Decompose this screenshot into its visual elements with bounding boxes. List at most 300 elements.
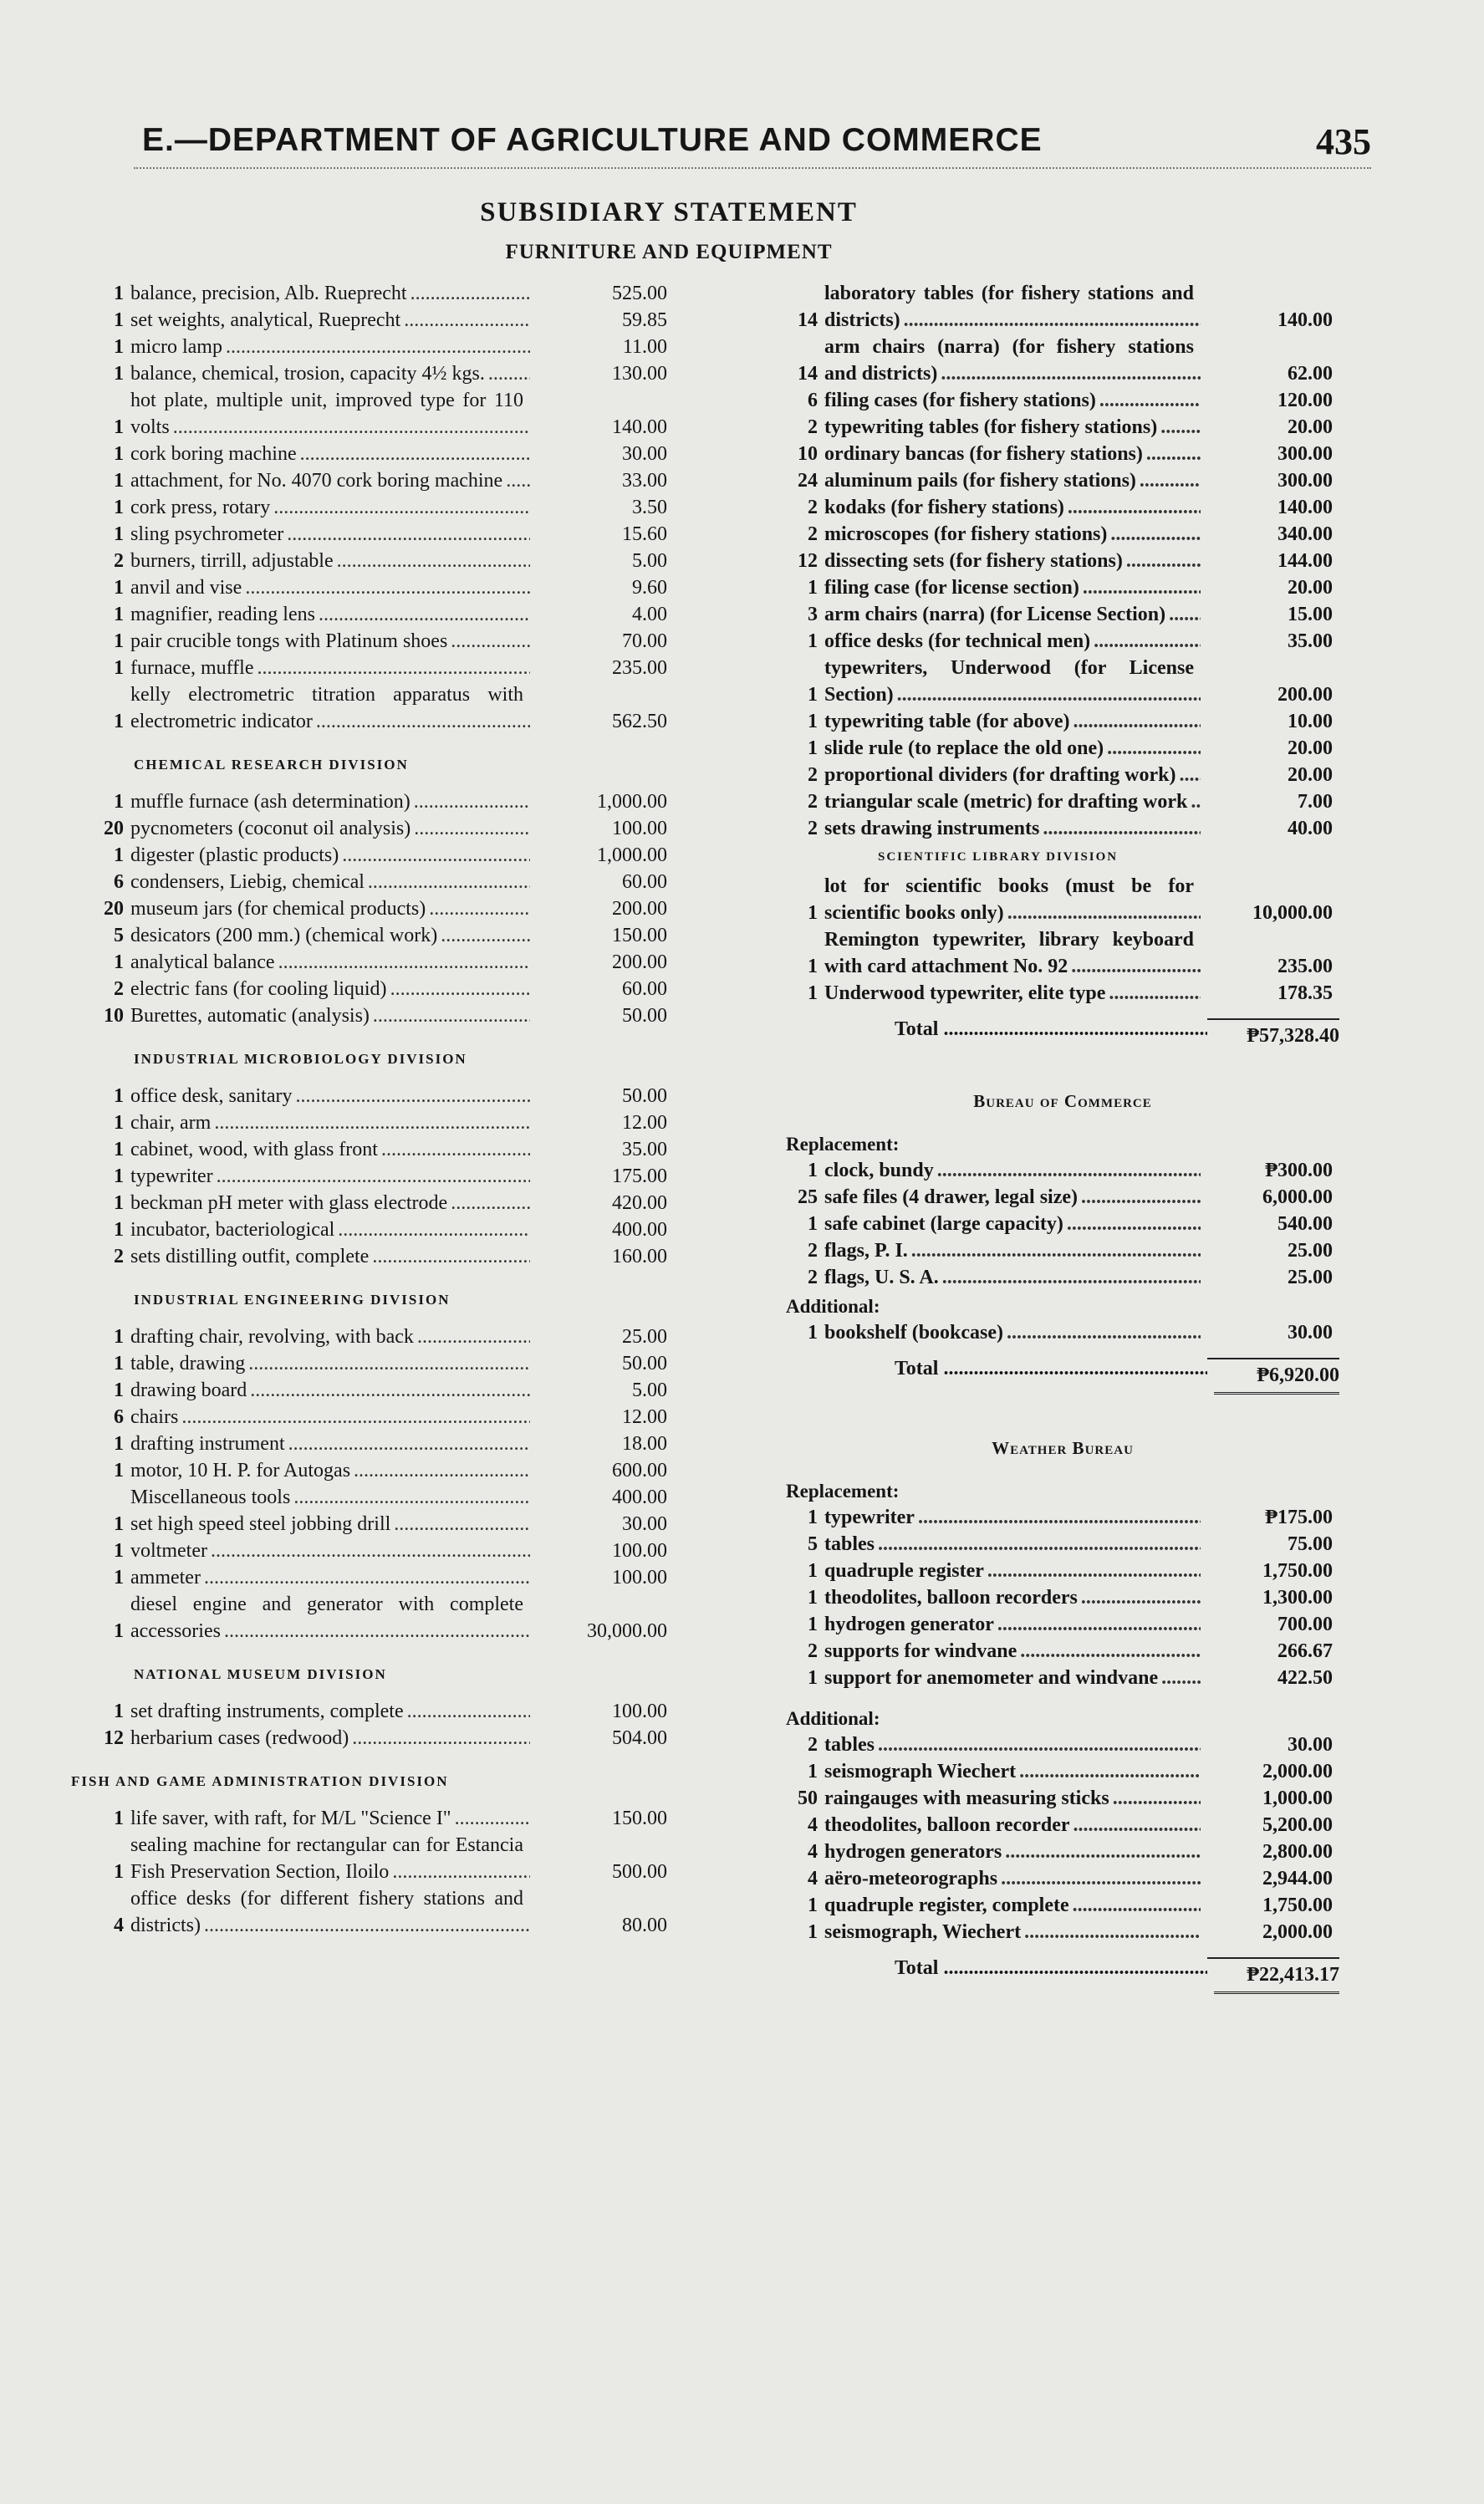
- line-item: [786, 1184, 1339, 1211]
- page-header: [134, 117, 1371, 169]
- item-description: diesel engine and generator with complete accessories .....: [130, 1591, 530, 1645]
- item-amount: 50.00: [622, 1085, 667, 1107]
- item-amount: 300.00: [1277, 443, 1333, 465]
- engineering-division-heading: INDUSTRIAL ENGINEERING DIVISION: [134, 1292, 451, 1308]
- item-description: burners, tirrill, adjustable .....: [130, 548, 530, 574]
- item-description: hydrogen generators .....: [824, 1838, 1201, 1865]
- item-description: Remington typewriter, library keyboard with card attachment No. 92 .....: [824, 926, 1201, 980]
- item-quantity: 1: [808, 1507, 818, 1528]
- item-quantity: 1: [808, 1761, 818, 1782]
- item-description: table, drawing .....: [130, 1350, 530, 1377]
- line-item: [786, 1558, 1339, 1584]
- item-quantity: 10: [798, 443, 818, 465]
- item-quantity: 4: [808, 1814, 818, 1836]
- item-amount: 30.00: [622, 443, 667, 465]
- item-description: bookshelf (bookcase) .....: [824, 1319, 1201, 1346]
- item-quantity: 14: [798, 309, 818, 331]
- item-amount: 150.00: [612, 925, 667, 946]
- line-item: [786, 494, 1339, 521]
- item-quantity: 4: [114, 1915, 124, 1936]
- item-description: aëro-meteorographs .....: [824, 1865, 1201, 1892]
- line-item: [786, 280, 1339, 334]
- item-quantity: 2: [808, 416, 818, 438]
- line-item: [786, 1237, 1339, 1264]
- item-description: set drafting instruments, complete .....: [130, 1698, 530, 1725]
- item-list: [786, 1319, 1339, 1346]
- item-description: ammeter .....: [130, 1564, 530, 1591]
- line-item: [786, 628, 1339, 655]
- item-amount: 30.00: [1288, 1322, 1333, 1344]
- item-amount: ₱175.00: [1265, 1507, 1333, 1528]
- item-quantity: 1: [114, 283, 124, 304]
- item-quantity: 1: [114, 951, 124, 973]
- line-item: [92, 1404, 667, 1430]
- item-amount: 20.00: [1288, 416, 1333, 438]
- item-quantity: 1: [808, 982, 818, 1004]
- item-quantity: 1: [114, 844, 124, 866]
- total-value: ₱57,328.40: [1207, 1018, 1339, 1048]
- item-description: laboratory tables (for fishery stations and districts) .....: [824, 280, 1201, 334]
- item-quantity: 5: [114, 925, 124, 946]
- item-description: safe files (4 drawer, legal size) .....: [824, 1184, 1201, 1211]
- line-item: [786, 334, 1339, 387]
- item-amount: 1,000.00: [1262, 1787, 1333, 1809]
- item-quantity: 1: [808, 684, 818, 706]
- line-item: [92, 1377, 667, 1404]
- item-amount: 1,300.00: [1262, 1587, 1333, 1609]
- double-rule: [1214, 1392, 1339, 1395]
- item-description: raingauges with measuring sticks .....: [824, 1785, 1201, 1812]
- item-amount: 2,944.00: [1262, 1868, 1333, 1889]
- line-item: [92, 1725, 667, 1752]
- item-quantity: 20: [104, 898, 124, 920]
- header-title: E.—DEPARTMENT OF AGRICULTURE AND COMMERCE: [142, 122, 1043, 158]
- item-description: filing cases (for fishery stations) .....: [824, 387, 1201, 414]
- line-item: [786, 1264, 1339, 1291]
- line-item: [92, 1163, 667, 1190]
- item-list: [92, 788, 667, 1029]
- line-item: [92, 494, 667, 521]
- line-item: [92, 1564, 667, 1591]
- item-quantity: 1: [114, 309, 124, 331]
- item-list: [786, 280, 1339, 842]
- item-description: ordinary bancas (for fishery stations) .....: [824, 441, 1201, 467]
- item-description: lot for scientific books (must be for scientific books only) .....: [824, 873, 1201, 926]
- item-amount: 100.00: [612, 818, 667, 839]
- item-description: set weights, analytical, Rueprecht .....: [130, 307, 530, 334]
- right-column: [786, 280, 1339, 1994]
- item-amount: 30.00: [622, 1513, 667, 1535]
- item-description: drafting chair, revolving, with back .....: [130, 1323, 530, 1350]
- item-description: safe cabinet (large capacity) .....: [824, 1211, 1201, 1237]
- item-amount: 62.00: [1288, 363, 1333, 385]
- line-item: [92, 1698, 667, 1725]
- line-item: [786, 980, 1339, 1007]
- item-amount: 11.00: [622, 336, 667, 358]
- item-list: [92, 280, 667, 735]
- line-item: [92, 521, 667, 548]
- item-quantity: 1: [114, 416, 124, 438]
- item-quantity: 12: [104, 1727, 124, 1749]
- item-quantity: 1: [114, 711, 124, 732]
- line-item: [92, 655, 667, 681]
- line-item: [92, 628, 667, 655]
- item-description: office desk, sanitary .....: [130, 1083, 530, 1109]
- item-amount: 504.00: [612, 1727, 667, 1749]
- museum-division-heading: NATIONAL MUSEUM DIVISION: [134, 1666, 387, 1682]
- item-amount: 200.00: [612, 898, 667, 920]
- line-item: [786, 735, 1339, 762]
- item-quantity: 2: [808, 791, 818, 813]
- additional-label: Additional:: [786, 1708, 880, 1729]
- line-item: [92, 1430, 667, 1457]
- item-quantity: 1: [808, 737, 818, 759]
- item-quantity: 1: [114, 1861, 124, 1883]
- line-item: [92, 467, 667, 494]
- item-amount: 500.00: [612, 1861, 667, 1883]
- line-item: [92, 976, 667, 1002]
- line-item: [786, 467, 1339, 494]
- fish-division-heading: FISH AND GAME ADMINISTRATION DIVISION: [71, 1773, 449, 1789]
- item-amount: 300.00: [1277, 470, 1333, 492]
- item-quantity: 10: [104, 1005, 124, 1027]
- item-quantity: 1: [114, 1567, 124, 1589]
- line-item: [786, 521, 1339, 548]
- line-item: [786, 1838, 1339, 1865]
- item-amount: 70.00: [622, 630, 667, 652]
- item-description: theodolites, balloon recorder .....: [824, 1812, 1201, 1838]
- item-quantity: 1: [808, 956, 818, 977]
- line-item: [786, 1785, 1339, 1812]
- line-item: [786, 1211, 1339, 1237]
- item-quantity: 1: [808, 902, 818, 924]
- item-description: herbarium cases (redwood) .....: [130, 1725, 530, 1752]
- item-description: clock, bundy .....: [824, 1157, 1201, 1184]
- item-quantity: 1: [808, 1213, 818, 1235]
- replacement-label: Replacement:: [786, 1134, 900, 1155]
- item-amount: 175.00: [612, 1165, 667, 1187]
- line-item: [92, 1190, 667, 1216]
- item-amount: 15.60: [622, 523, 667, 545]
- item-quantity: 1: [808, 1921, 818, 1943]
- item-quantity: 2: [808, 523, 818, 545]
- item-amount: 1,000.00: [597, 791, 667, 813]
- item-quantity: 20: [104, 818, 124, 839]
- item-amount: 5.00: [632, 550, 667, 572]
- item-amount: 35.00: [622, 1139, 667, 1160]
- item-description: pycnometers (coconut oil analysis) .....: [130, 815, 530, 842]
- item-description: Miscellaneous tools .....: [130, 1484, 530, 1511]
- item-description: Burettes, automatic (analysis) .....: [130, 1002, 530, 1029]
- item-amount: 340.00: [1277, 523, 1333, 545]
- item-quantity: 1: [114, 1433, 124, 1455]
- item-description: chairs .....: [130, 1404, 530, 1430]
- item-quantity: 1: [808, 577, 818, 599]
- item-amount: 35.00: [1288, 630, 1333, 652]
- line-item: [786, 1731, 1339, 1758]
- line-item: [786, 1919, 1339, 1946]
- item-amount: 2,000.00: [1262, 1921, 1333, 1943]
- item-description: beckman pH meter with glass electrode .....: [130, 1190, 530, 1216]
- item-amount: 6,000.00: [1262, 1186, 1333, 1208]
- item-description: drawing board .....: [130, 1377, 530, 1404]
- item-description: furnace, muffle .....: [130, 655, 530, 681]
- item-description: balance, chemical, trosion, capacity 4½ kgs. .....: [130, 360, 530, 387]
- line-item: [92, 548, 667, 574]
- item-amount: 140.00: [612, 416, 667, 438]
- item-amount: 33.00: [622, 470, 667, 492]
- item-description: office desks (for different fishery stations and districts) .....: [130, 1885, 530, 1939]
- item-quantity: 1: [808, 630, 818, 652]
- line-item: [786, 387, 1339, 414]
- item-amount: 30,000.00: [587, 1620, 667, 1642]
- item-list: [92, 1323, 667, 1645]
- item-amount: 60.00: [622, 871, 667, 893]
- line-item: [786, 574, 1339, 601]
- line-item: [92, 869, 667, 895]
- item-quantity: 1: [808, 1587, 818, 1609]
- item-quantity: 1: [114, 791, 124, 813]
- line-item: [786, 815, 1339, 842]
- item-amount: 60.00: [622, 978, 667, 1000]
- line-item: [786, 1584, 1339, 1611]
- left-column: [71, 280, 667, 1939]
- line-item: [92, 681, 667, 735]
- item-list: [786, 873, 1339, 1007]
- line-item: [92, 895, 667, 922]
- line-item: [92, 334, 667, 360]
- weather-heading: Weather Bureau: [992, 1438, 1134, 1458]
- item-description: office desks (for technical men) .....: [824, 628, 1201, 655]
- total-label: Total .....: [786, 1358, 1207, 1387]
- microbiology-division-heading: INDUSTRIAL MICROBIOLOGY DIVISION: [134, 1051, 467, 1067]
- item-quantity: 1: [114, 1353, 124, 1374]
- item-description: condensers, Liebig, chemical .....: [130, 869, 530, 895]
- library-division-heading: SCIENTIFIC LIBRARY DIVISION: [878, 850, 1119, 864]
- line-item: [92, 1885, 667, 1939]
- line-item: [786, 1758, 1339, 1785]
- item-quantity: 1: [114, 443, 124, 465]
- item-quantity: 1: [114, 363, 124, 385]
- total-value: ₱22,413.17: [1207, 1957, 1339, 1986]
- item-description: tables .....: [824, 1731, 1201, 1758]
- item-amount: 50.00: [622, 1005, 667, 1027]
- item-amount: 178.35: [1277, 982, 1333, 1004]
- item-description: chair, arm .....: [130, 1109, 530, 1136]
- item-description: hot plate, multiple unit, improved type for 110 volts .....: [130, 387, 530, 441]
- item-amount: 160.00: [612, 1246, 667, 1267]
- item-amount: 10,000.00: [1252, 902, 1333, 924]
- item-amount: 18.00: [622, 1433, 667, 1455]
- line-item: [92, 949, 667, 976]
- line-item: [786, 873, 1339, 926]
- item-quantity: 1: [808, 1160, 818, 1181]
- item-amount: 40.00: [1288, 818, 1333, 839]
- item-description: cabinet, wood, with glass front .....: [130, 1136, 530, 1163]
- item-amount: 15.00: [1288, 604, 1333, 625]
- line-item: [786, 1812, 1339, 1838]
- page-number: 435: [1316, 121, 1371, 162]
- item-description: aluminum pails (for fishery stations) .....: [824, 467, 1201, 494]
- item-description: typewriter .....: [824, 1504, 1201, 1531]
- item-description: typewriter .....: [130, 1163, 530, 1190]
- item-list: [92, 1083, 667, 1270]
- item-amount: 59.85: [622, 309, 667, 331]
- line-item: [92, 307, 667, 334]
- total-label: Total .....: [786, 1957, 1207, 1986]
- item-description: museum jars (for chemical products) .....: [130, 895, 530, 922]
- item-amount: 20.00: [1288, 577, 1333, 599]
- item-amount: 2,800.00: [1262, 1841, 1333, 1863]
- item-list: [786, 1504, 1339, 1691]
- item-description: motor, 10 H. P. for Autogas .....: [130, 1457, 530, 1484]
- item-amount: 100.00: [612, 1540, 667, 1562]
- item-quantity: 1: [808, 1895, 818, 1916]
- item-description: seismograph Wiechert .....: [824, 1758, 1201, 1785]
- item-amount: 266.67: [1277, 1640, 1333, 1662]
- item-description: dissecting sets (for fishery stations) .....: [824, 548, 1201, 574]
- item-quantity: 1: [114, 1540, 124, 1562]
- line-item: [92, 842, 667, 869]
- item-description: typewriting table (for above) .....: [824, 708, 1201, 735]
- item-quantity: 1: [114, 604, 124, 625]
- item-description: electric fans (for cooling liquid) .....: [130, 976, 530, 1002]
- item-amount: 420.00: [612, 1192, 667, 1214]
- item-quantity: 1: [114, 1219, 124, 1241]
- item-description: anvil and vise .....: [130, 574, 530, 601]
- item-quantity: 1: [114, 1620, 124, 1642]
- total-value: ₱6,920.00: [1207, 1358, 1339, 1387]
- item-amount: 5,200.00: [1262, 1814, 1333, 1836]
- item-quantity: 2: [808, 1267, 818, 1288]
- item-amount: 50.00: [622, 1353, 667, 1374]
- item-description: filing case (for license section) .....: [824, 574, 1201, 601]
- item-description: arm chairs (narra) (for License Section) .....: [824, 601, 1201, 628]
- item-quantity: 2: [808, 764, 818, 786]
- item-amount: 200.00: [1277, 684, 1333, 706]
- item-description: hydrogen generator .....: [824, 1611, 1201, 1638]
- item-quantity: 4: [808, 1841, 818, 1863]
- item-amount: 140.00: [1277, 309, 1333, 331]
- chemical-division-heading: CHEMICAL RESEARCH DIVISION: [134, 757, 409, 773]
- line-item: [786, 1865, 1339, 1892]
- item-description: sealing machine for rectangular can for Estancia Fish Preservation Section, Iloilo .....: [130, 1832, 530, 1885]
- item-quantity: 2: [808, 1640, 818, 1662]
- item-quantity: 1: [808, 1560, 818, 1582]
- item-quantity: 1: [114, 1192, 124, 1214]
- item-description: flags, U. S. A. .....: [824, 1264, 1201, 1291]
- line-item: [786, 1504, 1339, 1531]
- item-quantity: 2: [808, 497, 818, 518]
- item-amount: 12.00: [622, 1112, 667, 1134]
- item-quantity: 25: [798, 1186, 818, 1208]
- line-item: [786, 1157, 1339, 1184]
- item-amount: 600.00: [612, 1460, 667, 1481]
- item-amount: ₱300.00: [1265, 1160, 1333, 1181]
- commerce-heading: Bureau of Commerce: [973, 1091, 1152, 1111]
- item-amount: 200.00: [612, 951, 667, 973]
- line-item: [786, 655, 1339, 708]
- item-list: [786, 1731, 1339, 1946]
- item-quantity: 50: [798, 1787, 818, 1809]
- item-description: kelly electrometric titration apparatus with electrometric indicator .....: [130, 681, 530, 735]
- item-description: supports for windvane .....: [824, 1638, 1201, 1665]
- item-quantity: 1: [114, 1085, 124, 1107]
- line-item: [92, 1511, 667, 1538]
- item-description: typewriters, Underwood (for License Section) .....: [824, 655, 1201, 708]
- item-description: micro lamp .....: [130, 334, 530, 360]
- line-item: [92, 922, 667, 949]
- line-item: [92, 1591, 667, 1645]
- item-quantity: 4: [808, 1868, 818, 1889]
- item-amount: 12.00: [622, 1406, 667, 1428]
- item-amount: 400.00: [612, 1219, 667, 1241]
- item-description: typewriting tables (for fishery stations) .....: [824, 414, 1201, 441]
- item-amount: 150.00: [612, 1808, 667, 1829]
- line-item: [92, 1323, 667, 1350]
- item-quantity: 1: [114, 1513, 124, 1535]
- replacement-label: Replacement:: [786, 1481, 900, 1502]
- line-item: [786, 1531, 1339, 1558]
- total-row: [786, 1018, 1339, 1048]
- item-description: balance, precision, Alb. Rueprecht .....: [130, 280, 530, 307]
- item-quantity: 24: [798, 470, 818, 492]
- item-amount: 562.50: [612, 711, 667, 732]
- item-amount: 144.00: [1277, 550, 1333, 572]
- item-amount: 2,000.00: [1262, 1761, 1333, 1782]
- line-item: [92, 1350, 667, 1377]
- item-description: sling psychrometer .....: [130, 521, 530, 548]
- item-quantity: 1: [114, 336, 124, 358]
- line-item: [92, 1109, 667, 1136]
- item-amount: 20.00: [1288, 764, 1333, 786]
- line-item: [92, 1002, 667, 1029]
- item-quantity: 1: [114, 1112, 124, 1134]
- item-amount: 540.00: [1277, 1213, 1333, 1235]
- line-item: [92, 1538, 667, 1564]
- line-item: [786, 414, 1339, 441]
- item-amount: 140.00: [1277, 497, 1333, 518]
- item-amount: 25.00: [1288, 1267, 1333, 1288]
- item-description: desicators (200 mm.) (chemical work) .....: [130, 922, 530, 949]
- item-amount: 7.00: [1298, 791, 1333, 813]
- item-description: sets drawing instruments .....: [824, 815, 1201, 842]
- item-quantity: 1: [114, 497, 124, 518]
- item-quantity: 6: [114, 871, 124, 893]
- item-description: quadruple register, complete .....: [824, 1892, 1201, 1919]
- item-description: sets distilling outfit, complete .....: [130, 1243, 530, 1270]
- item-description: cork boring machine .....: [130, 441, 530, 467]
- item-quantity: 5: [808, 1533, 818, 1555]
- item-amount: 9.60: [632, 577, 667, 599]
- item-description: tables .....: [824, 1531, 1201, 1558]
- item-description: theodolites, balloon recorders .....: [824, 1584, 1201, 1611]
- line-item: [786, 1665, 1339, 1691]
- item-description: arm chairs (narra) (for fishery stations and districts) .....: [824, 334, 1201, 387]
- item-description: seismograph, Wiechert .....: [824, 1919, 1201, 1946]
- line-item: [786, 1319, 1339, 1346]
- item-amount: 80.00: [622, 1915, 667, 1936]
- line-item: [786, 548, 1339, 574]
- item-description: kodaks (for fishery stations) .....: [824, 494, 1201, 521]
- additional-label: Additional:: [786, 1296, 880, 1317]
- item-description: magnifier, reading lens .....: [130, 601, 530, 628]
- line-item: [786, 1611, 1339, 1638]
- item-quantity: 2: [114, 550, 124, 572]
- item-quantity: 1: [114, 1165, 124, 1187]
- item-quantity: 1: [808, 1322, 818, 1344]
- line-item: [92, 815, 667, 842]
